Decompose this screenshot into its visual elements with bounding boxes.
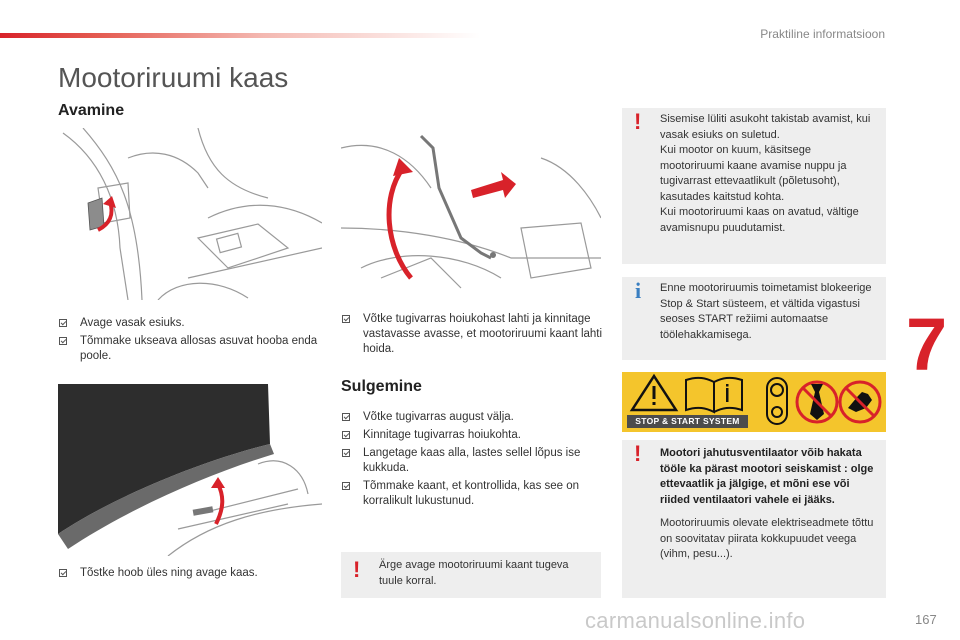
lever-warning-line: Sisemise lüliti asukoht takistab avamist, kui vasak esiuks on suletud. xyxy=(660,113,871,141)
step-item: Avage vasak esiuks. xyxy=(58,316,318,331)
step-item: Võtke tugivarras hoiukohast lahti ja kinnitage vastavasse avasse, et mootoriruumi kaant lahti hoida. xyxy=(341,312,603,357)
checkbox-icon xyxy=(342,413,350,421)
watermark: carmanualsonline.info xyxy=(585,608,806,633)
no-hand-icon xyxy=(840,382,880,422)
door-lever-illustration xyxy=(58,128,322,300)
checkbox-icon xyxy=(59,319,67,327)
closing-heading: Sulgemine xyxy=(341,378,422,395)
step-item: Tõmmake kaant, et kontrollida, kas see on korralikult lukustunud. xyxy=(341,479,603,509)
chapter-number: 7 xyxy=(906,303,948,386)
warning-icon: ! xyxy=(634,441,642,466)
header-section-title: Praktiline informatsioon xyxy=(760,27,885,41)
manual-book-icon xyxy=(686,378,742,412)
wind-warning-box xyxy=(341,552,601,598)
page-title: Mootoriruumi kaas xyxy=(58,62,289,93)
no-tie-icon xyxy=(797,382,837,422)
warning-icon: ! xyxy=(353,557,361,582)
closing-steps xyxy=(341,410,603,512)
opening-steps-a xyxy=(58,316,318,367)
stopstart-info-text: Enne mootoriruumis toimetamist blokeerige Stop & Start süsteem, et vältida vigastusi seoses START režiimi automaatse töölehakkamisega. xyxy=(660,282,872,341)
checkbox-icon xyxy=(342,315,350,323)
page-number: 167 xyxy=(915,612,937,627)
opening-heading: Avamine xyxy=(58,102,125,119)
fan-warning-box xyxy=(622,440,886,598)
checkbox-icon xyxy=(59,569,67,577)
fan-warning-text: Mootoriruumis olevate elektriseadmete tõttu on soovitatav piirata kokkupuudet veega (vihm, pesu...). xyxy=(660,517,874,560)
step-item: Võtke tugivarras august välja. xyxy=(341,410,603,425)
fan-belt-icon xyxy=(767,378,787,424)
step-item: Kinnitage tugivarras hoiukohta. xyxy=(341,428,603,443)
checkbox-icon xyxy=(342,449,350,457)
fan-warning-bold: Mootori jahutusventilaator võib hakata tööle ka pärast mootori seiskamist : olge ettevaatlik ja jälgige, et mõni ese või riided ventilaatori vahele ei jääks. xyxy=(660,447,874,506)
checkbox-icon xyxy=(342,482,350,490)
step-item: Tõstke hoob üles ning avage kaas. xyxy=(58,566,318,581)
stopstart-pictogram-strip xyxy=(622,372,886,432)
lever-warning-line: Kui mootor on kuum, käsitsege mootoriruumi kaane avamise nuppu ja tugivarrast ettevaatlikult (põletusoht), kasutades kaitstud kohta. xyxy=(660,144,847,203)
header-accent-bar xyxy=(0,33,480,38)
checkbox-icon xyxy=(59,337,67,345)
wind-warning-text: Ärge avage mootoriruumi kaant tugeva tuule korral. xyxy=(379,559,569,587)
stopstart-info-box xyxy=(622,277,886,360)
support-rod-illustration xyxy=(341,128,601,300)
opening-steps-b xyxy=(58,566,318,584)
checkbox-icon xyxy=(342,431,350,439)
lever-warning-line: Kui mootoriruumi kaas on avatud, vältige avamisnupu puudutamist. xyxy=(660,206,859,234)
warning-icon: ! xyxy=(634,109,642,134)
hood-latch-illustration xyxy=(58,384,322,556)
opening-steps-c xyxy=(341,312,603,360)
lever-warning-box xyxy=(622,108,886,264)
step-item: Tõmmake ukseava allosas asuvat hooba enda poole. xyxy=(58,334,318,364)
stopstart-label: STOP & START SYSTEM xyxy=(627,415,748,428)
step-item: Langetage kaas alla, lastes sellel lõpus ise kukkuda. xyxy=(341,446,603,476)
warning-triangle-icon xyxy=(632,376,676,410)
info-icon: i xyxy=(635,278,642,303)
